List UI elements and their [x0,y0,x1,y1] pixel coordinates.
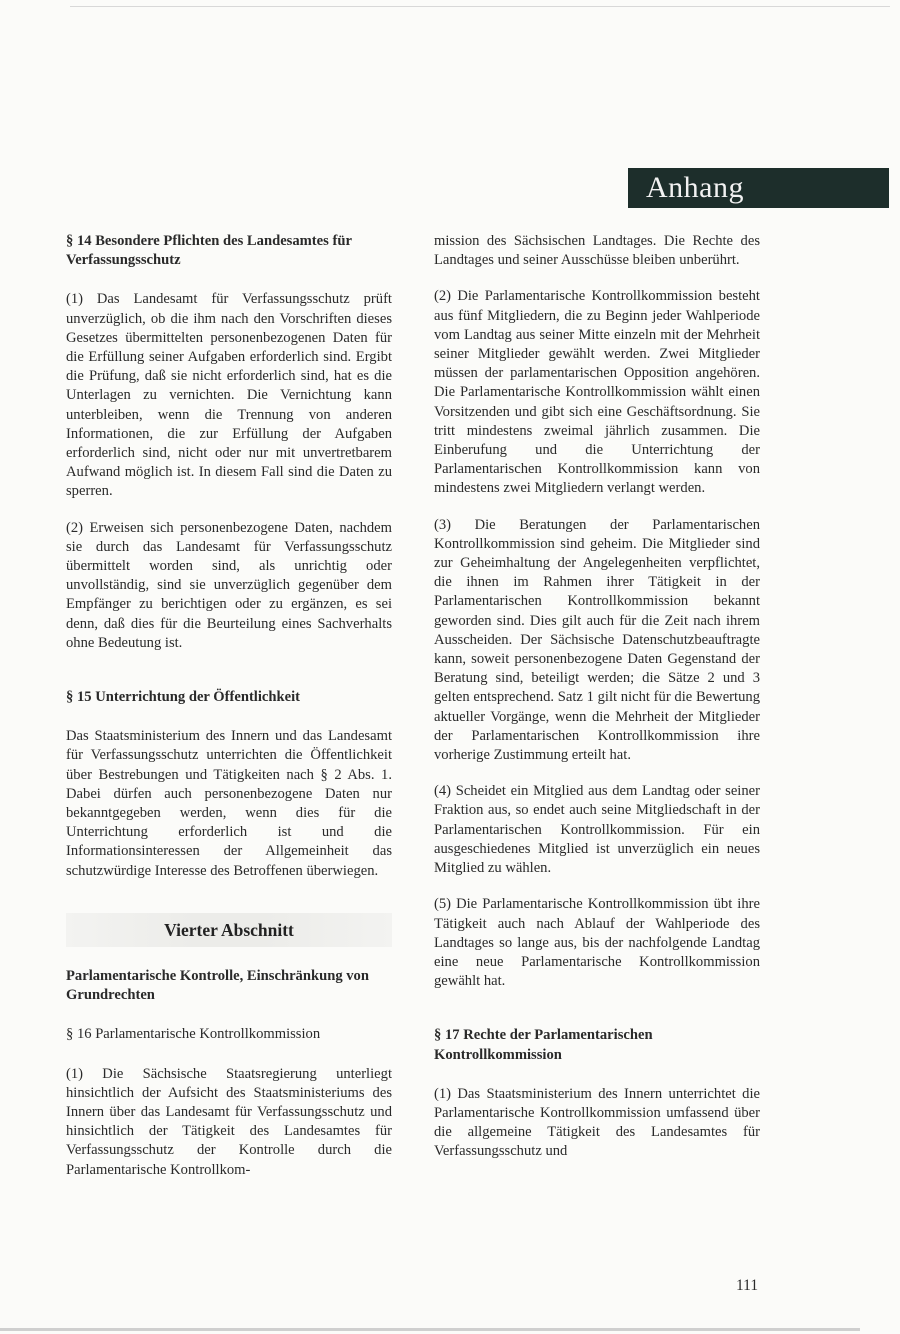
part-subtitle: Parlamentarische Kontrolle, Einschränkung von Grundrechten [66,967,369,1004]
section-14-paragraph-1: (1) Das Landesamt für Verfassungsschutz prüft unverzüglich, ob die ihm nach den Vorschriften dieses Gesetzes übermittelten personenbezogenen Daten für die Erfüllung seiner Aufgaben erforderlich sind. Ergibt die Prüfung, daß sie nicht erforderlich sind, hat es die Unterlagen zu vernichten. Die Vernichtung kann unterbleiben, wenn die Trennung von anderen Informationen, die zur Erfüllung der Aufgaben erforderlich sind, nicht oder nur mit unvertretbarem Aufwand möglich ist. In diesem Fall sind die Daten zu sperren. [66,291,392,500]
section-14-paragraph-2: (2) Erweisen sich personenbezogene Daten, nachdem sie durch das Landesamt für Verfassungsschutz übermittelt worden sind, als unrichtig oder unvollständig, sind sie unverzüglich gegenüber dem Empfänger zu berichtigen oder zu ergänzen, es sei denn, daß dies für die Beurteilung eines Sachverhalts ohne Bedeutung ist. [66,519,392,651]
bottom-rule [0,1328,860,1331]
section-16-paragraph-1-continued: mission des Sächsischen Landtages. Die Rechte des Landtages und seiner Ausschüsse bleiben unberührt. [434,233,760,269]
part-title: Vierter Abschnitt [164,919,294,940]
chapter-title: Anhang [646,171,744,204]
page-number: 111 [736,1277,759,1294]
section-14-heading: § 14 Besondere Pflichten des Landesamtes für Verfassungsschutz [66,233,352,269]
section-17-paragraph-1: (1) Das Staatsministerium des Innern unterrichtet die Parlamentarische Kontrollkommission umfassend über die allgemeine Tätigkeit des Landesamtes für Verfassungsschutz und [434,1085,760,1160]
left-column [66,232,392,1180]
section-16-heading: § 16 Parlamentarische Kontrollkommission [66,1026,321,1043]
chapter-header [628,168,889,208]
right-column [434,232,760,1162]
section-16-paragraph-4: (4) Scheidet ein Mitglied aus dem Landtag oder seiner Fraktion aus, so endet auch seine Mitgliedschaft in der Parlamentarischen Kontrollkommission. Für ein ausgeschiedenes Mitglied ist unverzüglich ein neues Mitglied zu wählen. [434,783,760,877]
section-16-paragraph-2: (2) Die Parlamentarische Kontrollkommission besteht aus fünf Mitgliedern, die zu Beginn jeder Wahlperiode vom Landtag aus seiner Mitte einzeln mit der Mehrheit seiner Mitglieder gewählt werden. Zwei Mitglieder müssen der parlamentarischen Opposition angehören. Die Parlamentarische Kontrollkommission wählt einen Vorsitzenden und gibt sich eine Geschäftsordnung. Sie tritt mindestens zweimal jährlich zusammen. Die Einberufung und die Unterrichtung der Parlamentarischen Kontrollkommission kann von mindestens zwei Mitgliedern verlangt werden. [434,288,760,497]
section-16-paragraph-5: (5) Die Parlamentarische Kontrollkommission übt ihre Tätigkeit auch nach Ablauf der Wahlperiode des Landtages so lange aus, bis der nachfolgende Landtag eine neue Parlamentarische Kontrollkommission gewählt hat. [434,896,760,990]
section-17-heading: § 17 Rechte der Parlamentarischen Kontrollkommission [434,1027,653,1063]
part-title-bar [66,913,392,947]
section-15-heading: § 15 Unterrichtung der Öffentlichkeit [66,689,301,706]
section-15-paragraph-1: Das Staatsministerium des Innern und das Landesamt für Verfassungsschutz unterrichten die Öffentlichkeit über Bestrebungen und Tätigkeiten nach § 2 Abs. 1. Dabei dürfen auch personenbezogene Daten nur bekanntgegeben werden, wenn dies für die Unterrichtung erforderlich ist und die Informationsinteressen der Allgemeinheit das schutzwürdige Interesse des Betroffenen überwiegen. [66,728,392,879]
section-16-paragraph-3: (3) Die Beratungen der Parlamentarischen Kontrollkommission sind geheim. Die Mitglieder sind zur Geheimhaltung der Angelegenheiten verpflichtet, die ihnen im Rahmen ihrer Tätigkeit in der Parlamentarischen Kontrollkommission bekannt geworden sind. Dies gilt auch für die Zeit nach ihrem Ausscheiden. Der Sächsische Datenschutzbeauftragte kann, soweit personenbezogene Daten Gegenstand der Beratung sind, beteiligt werden; die Sätze 2 und 3 gelten entsprechend. Satz 1 gilt nicht für die Bewertung aktueller Vorgänge, wenn die Mehrheit der Mitglieder der Parlamentarischen Kontrollkommission ihre vorherige Zustimmung erteilt hat. [434,516,760,764]
section-16-paragraph-1: (1) Die Sächsische Staatsregierung unterliegt hinsichtlich der Aufsicht des Staatsministeriums des Innern über das Landesamt für Verfassungsschutz und hinsichtlich der Tätigkeit des Landesamtes für Verfassungsschutz der Kontrolle durch die Parlamentarische Kontrollkom- [66,1065,392,1178]
top-rule [70,6,890,7]
